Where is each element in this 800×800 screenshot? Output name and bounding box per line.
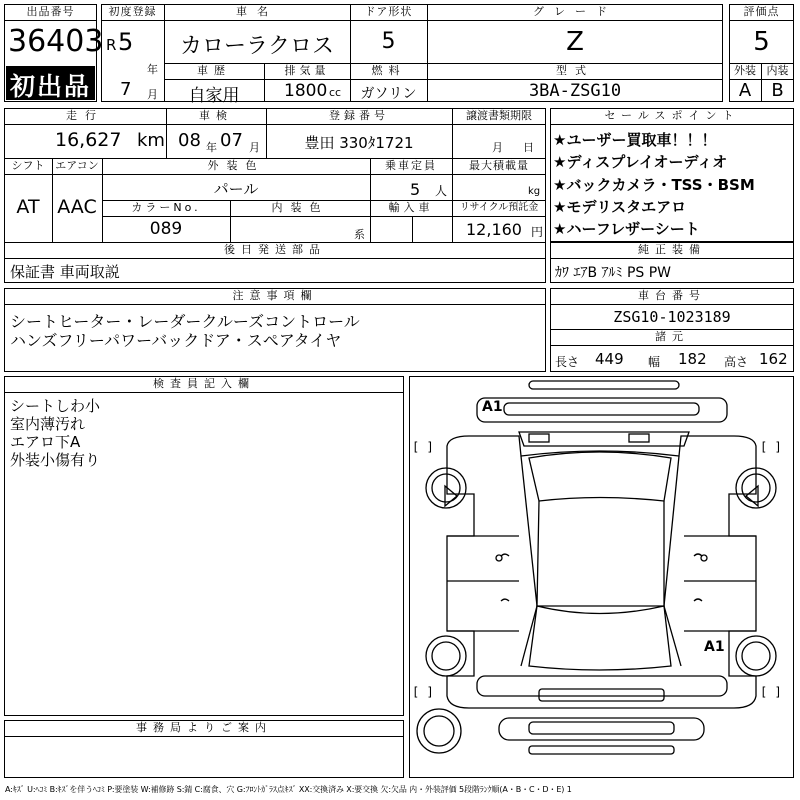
ac-value: AAC — [57, 196, 97, 218]
sales-point-3: ★バックカメラ・TSS・BSM — [553, 176, 755, 194]
office-label: 事務局よりご案内 — [136, 721, 272, 734]
score-label: 評価点 — [743, 5, 780, 18]
transfer-month-unit: 月 — [492, 141, 503, 154]
standard-equip-value: ｶﾜ ｴｱB ｱﾙﾐ PS PW — [555, 265, 672, 281]
recycle-value: 12,160 — [466, 220, 522, 239]
mileage-value: 16,627 — [55, 129, 122, 151]
model-value: 3BA-ZSG10 — [528, 81, 622, 101]
load-label: 最大積載量 — [469, 159, 529, 172]
door-label: ドア形状 — [364, 5, 413, 18]
height-label: 高さ — [724, 355, 749, 369]
notes-line-1: シートヒーター・レーダークルーズコントロール — [10, 312, 360, 331]
year-unit: 年 — [147, 63, 158, 76]
color-no-label: カラーNo. — [131, 201, 201, 214]
shift-label: シフト — [11, 159, 45, 172]
inspection-year: 08 — [178, 130, 201, 151]
grade-label: グレード — [533, 5, 617, 18]
legend-text: A:ｷｽﾞ U:ﾍｺﾐ B:ｷｽﾞを伴うﾍｺﾐ P:要塗装 W:補修跡 S:錆 C:腐食、穴 G:ﾌﾛﾝﾄｶﾞﾗｽ点ｷｽﾞ XX:交換済み X:要交換 欠:欠品 内・外装評価 5段階ﾗﾝｸ順(A・B・C・D・E) 1 — [5, 785, 572, 794]
displacement-unit: cc — [329, 86, 342, 99]
first-listing-text: 初出品 — [10, 72, 92, 101]
plate-value: 豊田 330ﾀ1721 — [304, 134, 414, 152]
bracket-front-right: [ ] — [760, 440, 782, 454]
chassis-value: ZSG10-1023189 — [613, 308, 731, 326]
transfer-label: 譲渡書類期限 — [466, 109, 532, 122]
inspector-label: 検査員記入欄 — [153, 377, 255, 390]
chassis-label: 車台番号 — [638, 289, 706, 302]
later-parts-value: 保証書 車両取説 — [10, 263, 120, 281]
first-reg-label: 初度登録 — [108, 5, 157, 18]
sales-points-label: セールスポイント — [604, 109, 740, 122]
bracket-rear-right: [ ] — [760, 685, 782, 699]
month-unit: 月 — [147, 88, 158, 101]
inspector-line-1: シートしわ小 — [10, 397, 101, 415]
sales-point-5: ★ハーフレザーシート — [553, 220, 700, 238]
height-value: 162 — [759, 350, 788, 368]
fuel-label: 燃料 — [371, 64, 406, 77]
exterior-value: A — [738, 80, 752, 101]
displacement-value: 1800 — [284, 81, 328, 101]
color-no-value: 089 — [149, 219, 183, 239]
lot-number: 36403 — [8, 24, 104, 59]
length-label: 長さ — [555, 355, 580, 369]
interior-color-unit: 系 — [354, 228, 365, 241]
history-label: 車歴 — [197, 64, 231, 77]
load-unit: kg — [528, 186, 541, 197]
displacement-label: 排気量 — [284, 64, 330, 77]
diagram-mark-rear: A1 — [704, 639, 725, 655]
length-value: 449 — [595, 350, 624, 368]
standard-equip-label: 純正装備 — [638, 243, 706, 256]
reg-year: 5 — [118, 28, 134, 56]
import-label: 輸入車 — [388, 201, 434, 214]
history-value: 自家用 — [188, 86, 240, 106]
door-value: 5 — [381, 29, 396, 54]
diagram-mark-front: A1 — [482, 399, 503, 415]
bracket-front-left: [ ] — [412, 440, 434, 454]
inspection-year-unit: 年 — [206, 141, 217, 154]
plate-label: 登録番号 — [329, 109, 389, 122]
grade-value: Z — [566, 27, 584, 57]
model-label: 型式 — [556, 64, 594, 77]
bracket-rear-left: [ ] — [412, 685, 434, 699]
inspector-line-2: 室内薄汚れ — [10, 415, 86, 433]
lot-label: 出品番号 — [26, 5, 75, 18]
inspector-line-3: エアロ下A — [10, 433, 81, 451]
later-parts-label: 後日発送部品 — [224, 243, 326, 256]
sales-point-4: ★モデリスタエアロ — [553, 198, 687, 216]
car-diagram — [409, 376, 794, 778]
recycle-label: リサイクル預託金 — [459, 202, 539, 213]
ac-label: エアコン — [55, 159, 99, 172]
capacity-value: 5 — [410, 180, 421, 199]
reg-month: 7 — [120, 79, 132, 100]
interior-color-label: 内装色 — [271, 201, 329, 214]
notes-label: 注意事項欄 — [232, 289, 318, 302]
exterior-label: 外装 — [734, 64, 756, 77]
notes-line-2: ハンズフリーパワーバックドア・スペアタイヤ — [10, 331, 342, 350]
shift-value: AT — [16, 196, 40, 218]
mileage-label: 走行 — [66, 109, 104, 122]
interior-value: B — [771, 80, 784, 101]
width-label: 幅 — [648, 355, 661, 369]
mileage-unit: km — [137, 130, 165, 151]
capacity-label: 乗車定員 — [385, 159, 437, 172]
color-label: 外装色 — [207, 159, 265, 172]
car-name: カローラクロス — [179, 34, 334, 59]
inspection-label: 車検 — [199, 109, 233, 122]
transfer-day-unit: 日 — [523, 141, 534, 154]
era-mark: R — [106, 36, 117, 54]
interior-label: 内装 — [766, 64, 789, 77]
recycle-unit: 円 — [531, 225, 544, 239]
sales-point-2: ★ディスプレイオーディオ — [553, 153, 728, 171]
inspection-month: 07 — [220, 130, 243, 151]
inspector-line-4: 外装小傷有り — [10, 451, 101, 469]
sales-point-1: ★ユーザー買取車！！！ — [553, 131, 717, 149]
capacity-unit: 人 — [435, 184, 448, 198]
width-value: 182 — [678, 350, 707, 368]
car-name-label: 車名 — [236, 5, 278, 18]
score-value: 5 — [753, 27, 770, 57]
fuel-value: ガソリン — [360, 86, 417, 102]
inspection-month-unit: 月 — [249, 141, 260, 154]
color-value: パール — [213, 180, 259, 198]
dims-label: 諸元 — [655, 330, 689, 343]
